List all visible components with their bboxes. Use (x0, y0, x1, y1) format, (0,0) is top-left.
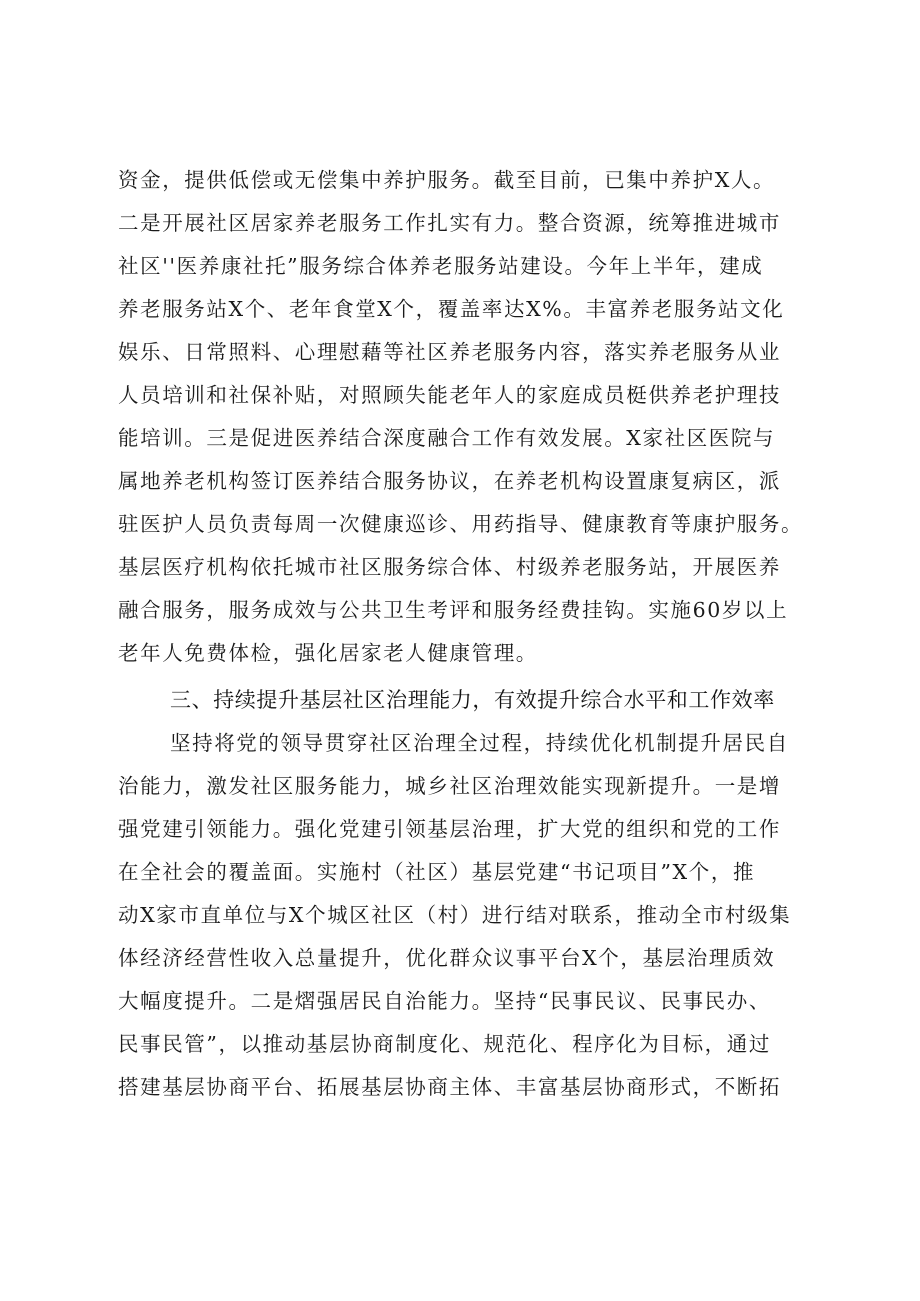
text-line: 强党建引领能力。强化党建引领基层治理，扩大党的组织和党的工作 (118, 817, 781, 841)
text-line: 在全社会的覆盖面。实施村（社区）基层党建“书记项目”X个，推 (118, 860, 756, 884)
text-line: 大幅度提升。二是熠强居民自治能力。坚持“民事民议、民事民办、 (118, 989, 771, 1013)
text-line: 搭建基层协商平台、拓展基层协商主体、丰富基层协商形式，不断拓 (118, 1075, 781, 1099)
text-line: 治能力，激发社区服务能力，城乡社区治理效能实现新提升。一是增 (118, 774, 781, 798)
text-line: 能培训。三是促进医养结合深度融合工作有效发展。X家社区医院与 (118, 426, 776, 450)
text-line: 人员培训和社保补贴，对照顾失能老年人的家庭成员梃供养老护理技 (118, 383, 781, 407)
text-line: 融合服务，服务成效与公共卫生考评和服务经费挂钩。实施60岁以上 (118, 598, 789, 622)
text-line: 属地养老机构签订医养结合服务协议，在养老机构设置康复病区，派 (118, 469, 781, 493)
text-line: 坚持将党的领导贯穿社区治理全过程，持续优化机制提升居民自 (170, 731, 789, 755)
text-line: 基层医疗机构依托城市社区服务综合体、村级养老服务站，开展医养 (118, 555, 781, 579)
text-line: 民事民管”，以推动基层协商制度化、规范化、程序化为目标，通过 (118, 1032, 771, 1056)
text-line: 养老服务站X个、老年食堂X个，覆盖率达X%。丰富养老服务站文化 (118, 297, 785, 321)
text-line: 二是开展社区居家养老服务工作扎实有力。整合资源，统筹推进城市 (118, 211, 781, 235)
text-line: 老年人免费体检，强化居家老人健康管理。 (118, 641, 538, 665)
text-line: 社区''医养康社托”服务综合体养老服务站建设。今年上半年，建成 (118, 254, 764, 278)
text-line: 体经济经营性收入总量提升，优化群众议事平台X个，基层治理质效 (118, 946, 776, 970)
text-line: 资金，提供低偿或无偿集中养护服务。截至目前，已集中养护X人。 (118, 168, 776, 192)
text-line: 驻医护人员负责每周一次健康巡诊、用药指导、健康教育等康护服务。 (118, 512, 804, 536)
text-line: 娱乐、日常照料、心理慰藉等社区养老服务内容，落实养老服务从业 (118, 340, 781, 364)
section-heading: 三、持续提升基层社区治理能力，有效提升综合水平和工作效率 (170, 688, 775, 712)
text-line: 动X家市直单位与X个城区社区（村）进行结对联系，推动全市村级集 (118, 903, 792, 927)
